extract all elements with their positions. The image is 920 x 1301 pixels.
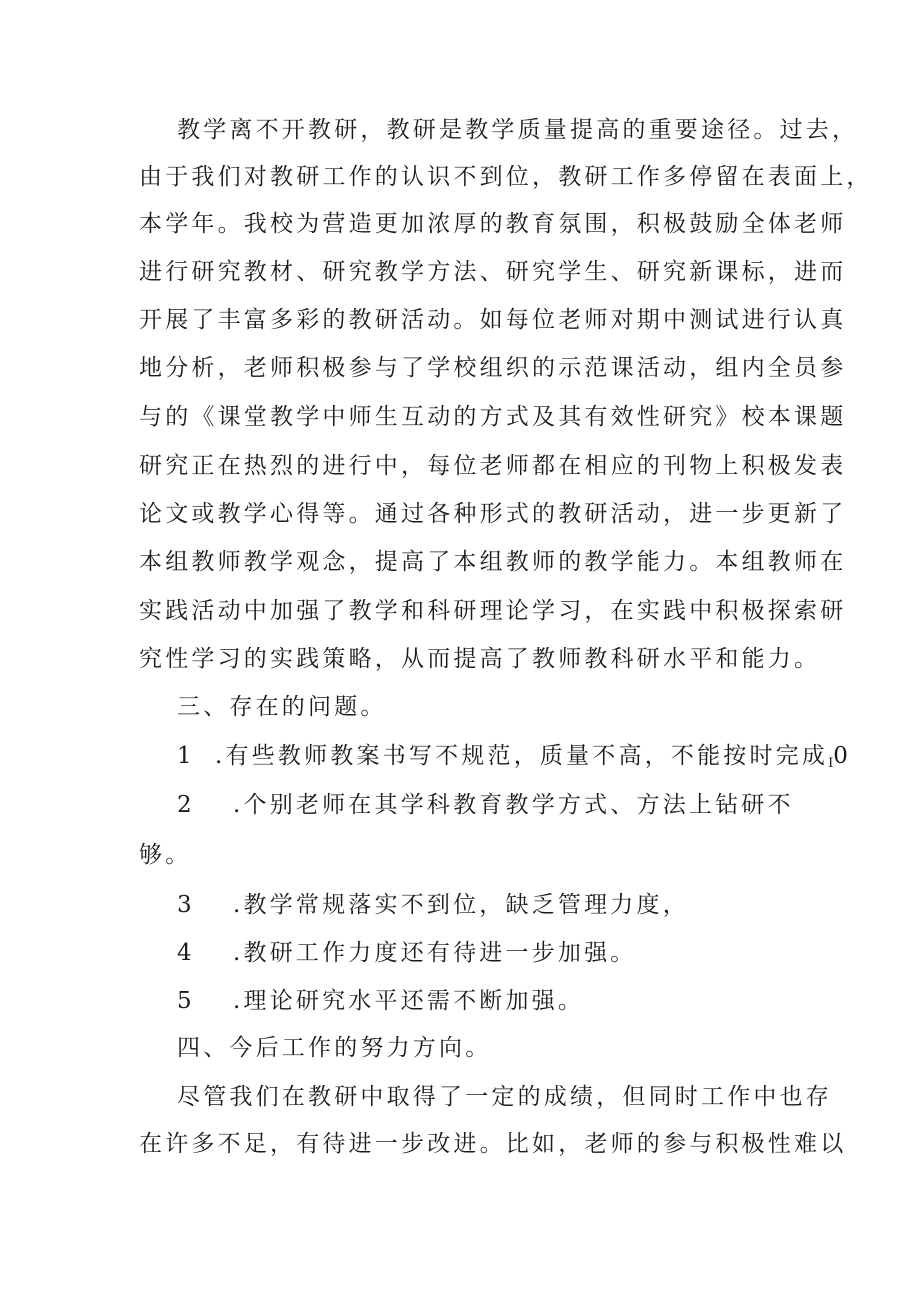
list-item-tail: 0	[833, 743, 852, 769]
section-heading: 四、今后工作的努力方向。	[177, 1035, 492, 1061]
paragraph-line: 研究正在热烈的进行中，每位老师都在相应的刊物上积极发表	[139, 453, 847, 479]
list-item-continuation: 够。	[139, 842, 192, 868]
paragraph-line: 实践活动中加强了教学和科研理论学习，在实践中积极探索研	[139, 598, 847, 624]
paragraph-line: 与的《课堂教学中师生互动的方式及其有效性研究》校本课题	[139, 404, 847, 430]
list-item-number: 3	[177, 892, 195, 918]
list-item	[177, 938, 637, 968]
section-heading: 三、存在的问题。	[177, 694, 387, 720]
list-item-text: .理论研究水平还需不断加强。	[233, 988, 585, 1014]
list-item-text: .教学常规落实不到位，缺乏管理力度，	[233, 892, 689, 918]
paragraph-line: 本组教师教学观念，提高了本组教师的教学能力。本组教师在	[139, 549, 847, 575]
list-item	[177, 741, 851, 779]
paragraph-line: 教学离不开教研，教研是教学质量提高的重要途径。过去，	[177, 117, 859, 143]
paragraph-line: 进行研究教材、研究教学方法、研究学生、研究新课标，进而	[139, 259, 847, 285]
list-item	[177, 790, 794, 820]
paragraph-line: 在许多不足，有待进一步改进。比如，老师的参与积极性难以	[139, 1131, 847, 1157]
list-item-text: .教研工作力度还有待进一步加强。	[233, 940, 637, 966]
list-item-number: 2	[177, 792, 195, 818]
paragraph-line: 由于我们对教研工作的认识不到位，教研工作多停留在表面上，	[139, 164, 873, 190]
list-item-number: 5	[177, 988, 195, 1014]
paragraph-line: 本学年。我校为营造更加浓厚的教育氛围，积极鼓励全体老师	[139, 211, 847, 237]
list-item-number: 4	[177, 940, 195, 966]
paragraph-line: 地分析，老师积极参与了学校组织的示范课活动，组内全员参	[139, 355, 847, 381]
list-item-tail-small: I	[828, 756, 834, 771]
list-item-text: .个别老师在其学科教育教学方式、方法上钻研不	[233, 792, 794, 818]
list-item-number: 1	[177, 743, 195, 769]
list-item	[177, 890, 689, 920]
list-item	[177, 986, 584, 1016]
list-item-text: .有些教师教案书写不规范，质量不高，不能按时完成	[215, 743, 829, 769]
paragraph-line: 论文或教学心得等。通过各种形式的教研活动，进一步更新了	[139, 501, 847, 527]
paragraph-line: 尽管我们在教研中取得了一定的成绩，但同时工作中也存	[177, 1084, 832, 1110]
paragraph-line: 究性学习的实践策略，从而提高了教师教科研水平和能力。	[139, 646, 821, 672]
paragraph-line: 开展了丰富多彩的教研活动。如每位老师对期中测试进行认真	[139, 307, 847, 333]
